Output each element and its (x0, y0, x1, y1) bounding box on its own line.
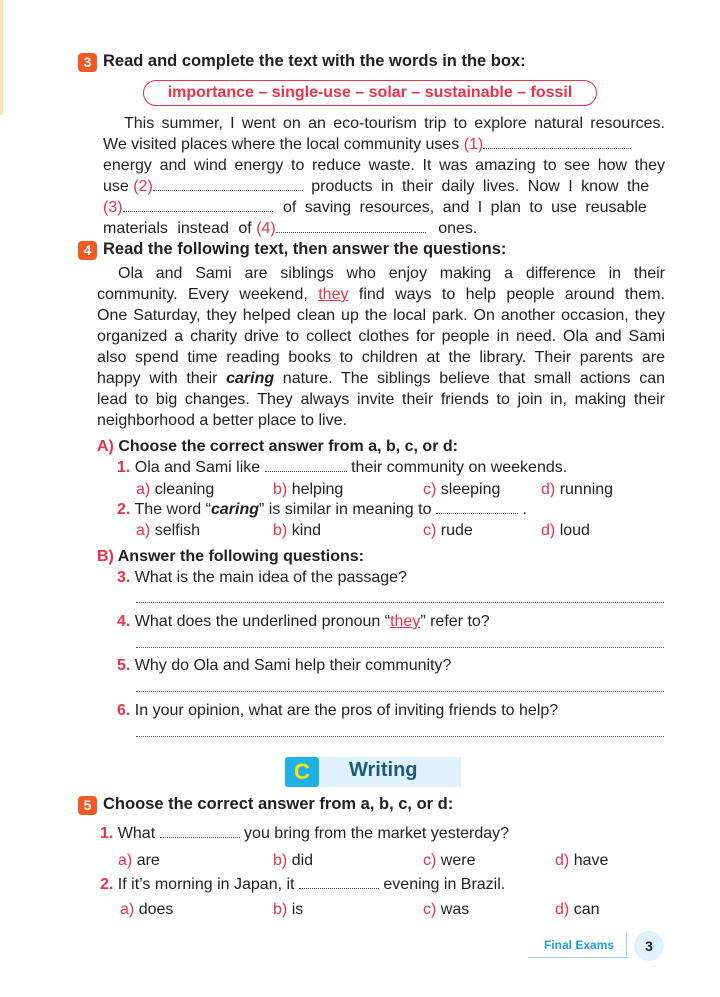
option-c[interactable]: c) sleeping (423, 481, 501, 498)
q3-text-line (103, 176, 649, 197)
question-4-badge: 4 (78, 241, 97, 260)
passage-text: find ways to help people around them. (358, 286, 666, 303)
part-b-title: Answer the following questions: (117, 548, 364, 565)
footer (528, 933, 634, 959)
option-d[interactable]: d) have (555, 852, 609, 869)
part-b-question-6 (117, 702, 558, 720)
q3-text: of saving resources, and I plan to use reusable (283, 199, 647, 216)
option-d[interactable]: d) running (541, 481, 614, 498)
option-d[interactable]: d) loud (541, 522, 590, 539)
question-number: 1. (117, 459, 131, 476)
q3-text: use (103, 178, 129, 195)
option-a[interactable]: a) cleaning (136, 481, 215, 498)
option-b[interactable]: b) helping (273, 481, 344, 498)
passage-line (97, 284, 665, 305)
question-3-badge: 3 (78, 53, 97, 72)
question-text: Ola and Sami like (134, 459, 261, 476)
part-b-letter: B) (97, 548, 114, 565)
q3-text: We visited places where the local community uses (103, 136, 460, 153)
option-a[interactable]: a) are (118, 852, 160, 869)
option-c[interactable]: c) were (423, 852, 476, 869)
blank-3-label: (3) (103, 199, 123, 216)
page-number: 3 (634, 931, 664, 961)
q3-text-line (103, 197, 647, 218)
option-c[interactable]: c) rude (423, 522, 473, 539)
passage-line: lead to big changes. They always invite their friends to join in, making their (97, 391, 665, 408)
answer-blank[interactable] (436, 502, 518, 514)
answer-line[interactable] (136, 691, 664, 692)
writing-section-banner (285, 757, 461, 787)
part-a-letter: A) (97, 438, 114, 455)
section-letter: C (294, 759, 310, 784)
passage-line: Ola and Sami are siblings who enjoy making a difference in their (118, 265, 665, 282)
page-edge-tab (0, 0, 3, 115)
question-text: Why do Ola and Sami help their community? (134, 657, 452, 674)
part-a-question-1 (117, 459, 567, 477)
blank-4-label: (4) (256, 220, 276, 237)
option-a[interactable]: a) does (120, 901, 174, 918)
passage-line: neighborhood a better place to live. (97, 412, 347, 429)
question-text: you bring from the market yesterday? (244, 825, 510, 842)
question-number: 5. (117, 657, 131, 674)
question-text: In your opinion, what are the pros of inviting friends to help? (134, 702, 559, 719)
answer-blank[interactable] (299, 877, 379, 889)
footer-label: Final Exams (544, 938, 615, 952)
blank-2-field[interactable] (153, 179, 303, 191)
passage-line: also spend time reading books to children at the library. Their parents are (97, 349, 665, 366)
question-text: What is the main idea of the passage? (134, 569, 407, 586)
question-number: 2. (117, 501, 131, 518)
passage-line: One Saturday, they helped clean up the local park. On another occasion, they (97, 307, 665, 324)
q3-text-line: energy and wind energy to reduce waste. It was amazing to see how they (103, 157, 665, 174)
question-text: ” refer to? (420, 613, 490, 630)
blank-2-label: (2) (133, 178, 153, 195)
answer-blank[interactable] (160, 826, 240, 838)
passage-line: organized a charity drive to collect clothes for people in need. Ola and Sami (97, 328, 665, 345)
blank-1-label: (1) (463, 136, 484, 153)
answer-line[interactable] (136, 602, 664, 603)
footer-rule (528, 957, 628, 958)
part-b-question-4 (117, 613, 490, 631)
question-number: 6. (117, 702, 131, 719)
option-b[interactable]: b) did (273, 852, 314, 869)
question-number: 2. (100, 876, 114, 893)
footer-divider (626, 933, 627, 959)
q5-question-2 (100, 876, 505, 894)
q3-text: materials instead of (103, 220, 252, 237)
passage-text: nature. The siblings believe that small actions can (282, 370, 665, 387)
underlined-pronoun: they (318, 286, 349, 303)
option-c[interactable]: c) was (423, 901, 470, 918)
passage-text: community. Every weekend, (97, 286, 308, 303)
blank-3-field[interactable] (123, 200, 273, 212)
question-4-title: Read the following text, then answer the questions: (103, 240, 507, 258)
part-b-question-5 (117, 657, 451, 675)
question-number: 4. (117, 613, 131, 630)
part-a-heading (97, 438, 458, 456)
option-d[interactable]: d) can (555, 901, 600, 918)
q3-text-line (103, 134, 631, 155)
caring-word: caring (226, 370, 275, 387)
word-box: importance – single-use – solar – sustainable – fossil (143, 80, 597, 106)
question-text: What (117, 825, 156, 842)
section-title: Writing (349, 759, 418, 781)
question-text: What does the underlined pronoun “ (134, 613, 391, 630)
passage-line (97, 368, 665, 389)
part-a-title: Choose the correct answer from a, b, c, or d: (118, 438, 458, 455)
caring-word: caring (210, 501, 259, 518)
question-number: 1. (100, 825, 114, 842)
question-number: 3. (117, 569, 131, 586)
question-text: . (522, 501, 527, 518)
q3-text: ones. (438, 220, 478, 237)
q5-question-1 (100, 825, 509, 843)
question-3-title: Read and complete the text with the words in the box: (103, 52, 526, 70)
question-text: evening in Brazil. (383, 876, 506, 893)
underlined-pronoun: they (390, 613, 421, 630)
part-b-heading (97, 548, 364, 566)
part-b-question-3 (117, 569, 407, 587)
question-5-badge: 5 (78, 796, 97, 815)
option-a[interactable]: a) selfish (136, 522, 201, 539)
question-text: their community on weekends. (351, 459, 568, 476)
blank-1-field[interactable] (483, 137, 631, 149)
option-b[interactable]: b) is (273, 901, 304, 918)
question-text: ” is similar in meaning to (258, 501, 432, 518)
q3-text: products in their daily lives. Now I know the (311, 178, 650, 195)
question-text: The word “ (134, 501, 211, 518)
question-text: If it’s morning in Japan, it (117, 876, 295, 893)
part-a-question-2 (117, 501, 527, 519)
option-b[interactable]: b) kind (273, 522, 322, 539)
q3-text-line (103, 218, 477, 239)
blank-4-field[interactable] (276, 221, 426, 233)
answer-line[interactable] (136, 647, 664, 648)
answer-line[interactable] (136, 736, 664, 737)
question-5-title: Choose the correct answer from a, b, c, or d: (103, 795, 454, 813)
answer-blank[interactable] (265, 460, 347, 472)
passage-text: happy with their (97, 370, 218, 387)
q3-text-line: This summer, I went on an eco-tourism trip to explore natural resources. (124, 115, 665, 132)
